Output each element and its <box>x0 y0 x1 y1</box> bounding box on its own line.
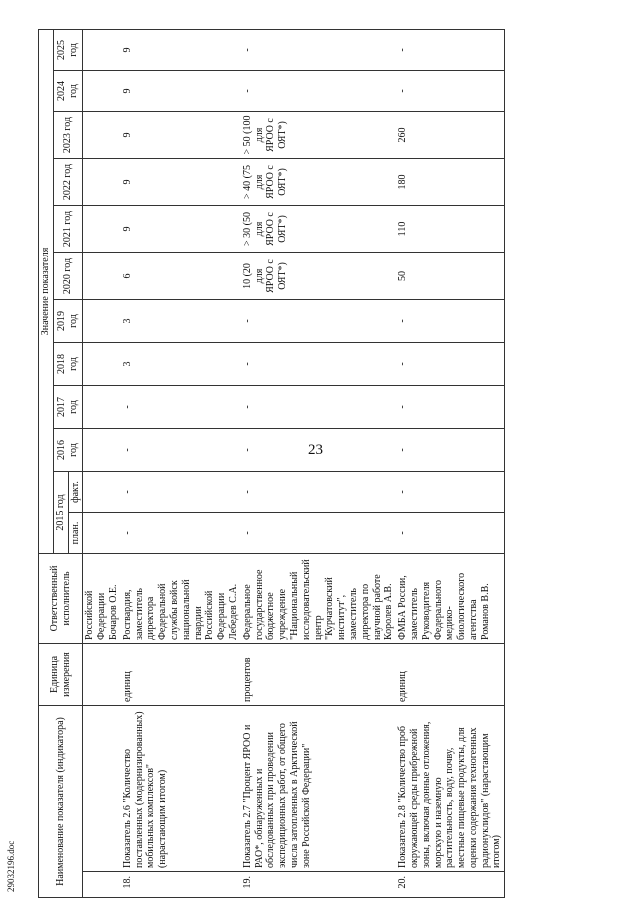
value-cell: - <box>121 471 241 512</box>
value-cell: - <box>121 385 241 428</box>
value-cell: - <box>396 70 505 111</box>
header-unit: Единица измерения <box>39 643 83 705</box>
value-cell: - <box>396 342 505 385</box>
value-cell: 9 <box>121 205 241 252</box>
value-cell: 9 <box>121 111 241 158</box>
header-fact: факт. <box>68 471 83 512</box>
unit-cell: процентов <box>241 643 396 705</box>
header-2015: 2015 год <box>53 471 68 553</box>
value-cell: - <box>396 29 505 70</box>
value-cell: - <box>241 342 396 385</box>
value-cell: 110 <box>396 205 505 252</box>
indicators-table <box>38 29 505 898</box>
value-cell: 9 <box>121 29 241 70</box>
value-cell: > 30 (50 для ЯРОО с ОЯТ*) <box>241 205 396 252</box>
value-cell: - <box>241 29 396 70</box>
value-cell: - <box>121 512 241 553</box>
row-number: 18. <box>121 872 241 898</box>
value-cell: - <box>241 70 396 111</box>
value-cell: - <box>396 299 505 342</box>
value-cell: - <box>241 299 396 342</box>
page-number: 23 <box>308 442 323 458</box>
value-cell: 10 (20 для ЯРОО с ОЯТ*) <box>241 252 396 299</box>
value-cell: 50 <box>396 252 505 299</box>
value-cell: - <box>121 428 241 471</box>
header-plan: план. <box>68 512 83 553</box>
unit-cell: единиц <box>396 643 505 705</box>
header-year: 2016 год <box>53 428 83 471</box>
value-cell: - <box>241 428 396 471</box>
table-row-continuation <box>83 29 121 897</box>
header-indicator: Наименование показателя (индикатора) <box>39 705 83 897</box>
value-cell: - <box>396 512 505 553</box>
rotated-table-sheet <box>38 30 594 898</box>
header-year: 2021 год <box>53 205 83 252</box>
value-cell: 6 <box>121 252 241 299</box>
row-number: 19. <box>241 872 396 898</box>
header-year: 2023 год <box>53 111 83 158</box>
table-row <box>121 29 241 897</box>
row-number: 20. <box>396 872 505 898</box>
value-cell: 260 <box>396 111 505 158</box>
value-cell: - <box>396 428 505 471</box>
indicator-cell: Показатель 2.8 "Количество проб окружающей среды прибрежной зоны, включая донные отложения, морскую и наземную растительность, воду, почву, местные пищевые продукты, для оценки содержания техногенных радионуклидов" (нарастающим итогом) <box>396 705 505 871</box>
value-cell: > 50 (100 для ЯРОО с ОЯТ*) <box>241 111 396 158</box>
table-row <box>241 29 396 897</box>
value-cell: - <box>241 512 396 553</box>
header-year: 2020 год <box>53 252 83 299</box>
responsible-cell: Росгвардия, заместитель директора Федеральной службы войск национальной гвардии Российской Федерации Лебедев С.А. <box>121 553 241 643</box>
value-cell: 9 <box>121 158 241 205</box>
header-year: 2022 год <box>53 158 83 205</box>
indicator-cell: Показатель 2.6 "Количество поставленных (модернизированных) мобильных комплексов" (нарастающим итогом) <box>121 705 241 871</box>
value-cell: - <box>396 471 505 512</box>
header-year: 2024 год <box>53 70 83 111</box>
value-cell: 180 <box>396 158 505 205</box>
responsible-cell: Федеральное государственное бюджетное учреждение "Национальный исследовательский центр "Курчатовский институт", заместитель директора по научной работе Королев А.В. <box>241 553 396 643</box>
header-year: 2018 год <box>53 342 83 385</box>
header-values-group: Значение показателя <box>39 29 54 553</box>
value-cell: 3 <box>121 342 241 385</box>
header-responsible: Ответственный исполнитель <box>39 553 83 643</box>
document-id: 29032196.doc <box>6 840 16 892</box>
value-cell: - <box>241 471 396 512</box>
header-year: 2019 год <box>53 299 83 342</box>
value-cell: - <box>396 385 505 428</box>
value-cell: 9 <box>121 70 241 111</box>
header-year: 2025 год <box>53 29 83 70</box>
responsible-cell: Российской Федерации Бочаров О.Е. <box>83 553 121 643</box>
value-cell: > 40 (75 для ЯРОО с ОЯТ*) <box>241 158 396 205</box>
unit-cell: единиц <box>121 643 241 705</box>
header-year: 2017 год <box>53 385 83 428</box>
responsible-cell: ФМБА России, заместитель Руководителя Федерального медико- биологического агентства Романов В.В. <box>396 553 505 643</box>
value-cell: 3 <box>121 299 241 342</box>
value-cell: - <box>241 385 396 428</box>
table-row <box>396 29 505 897</box>
indicator-cell: Показатель 2.7 "Процент ЯРОО и РАО*, обнаруженных и обследованных при проведении экспедиционных работ, от общего числа затопленных в Арктической зоне Российской Федерации" <box>241 705 396 871</box>
